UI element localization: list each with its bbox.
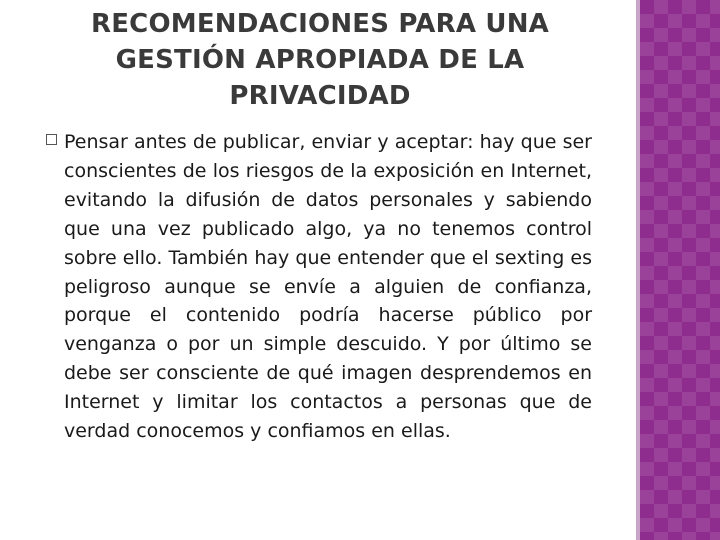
- slide-content: [46, 128, 592, 446]
- bullet-text: Pensar antes de publicar, enviar y aceptar: hay que ser conscientes de los riesgos de la exposición en Internet, evitando la difusión de datos personales y sabiendo que una vez publicado algo, ya no tenemos control sobre ello. También hay que entender que el sexting es peligroso aunque se envíe a alguien de confianza, porque el contenido podría hacerse público por venganza o por un simple descuido. Y por último se debe ser consciente de qué imagen desprendemos en Internet y limitar los contactos a personas que de verdad conocemos y confiamos en ellas.: [64, 131, 592, 443]
- bullet-item: [46, 128, 592, 446]
- slide-title: RECOMENDACIONES PARA UNA GESTIÓN APROPIADA DE LA PRIVACIDAD: [91, 9, 549, 111]
- square-bullet-icon: [46, 134, 57, 145]
- decorative-side-panel: [640, 0, 720, 540]
